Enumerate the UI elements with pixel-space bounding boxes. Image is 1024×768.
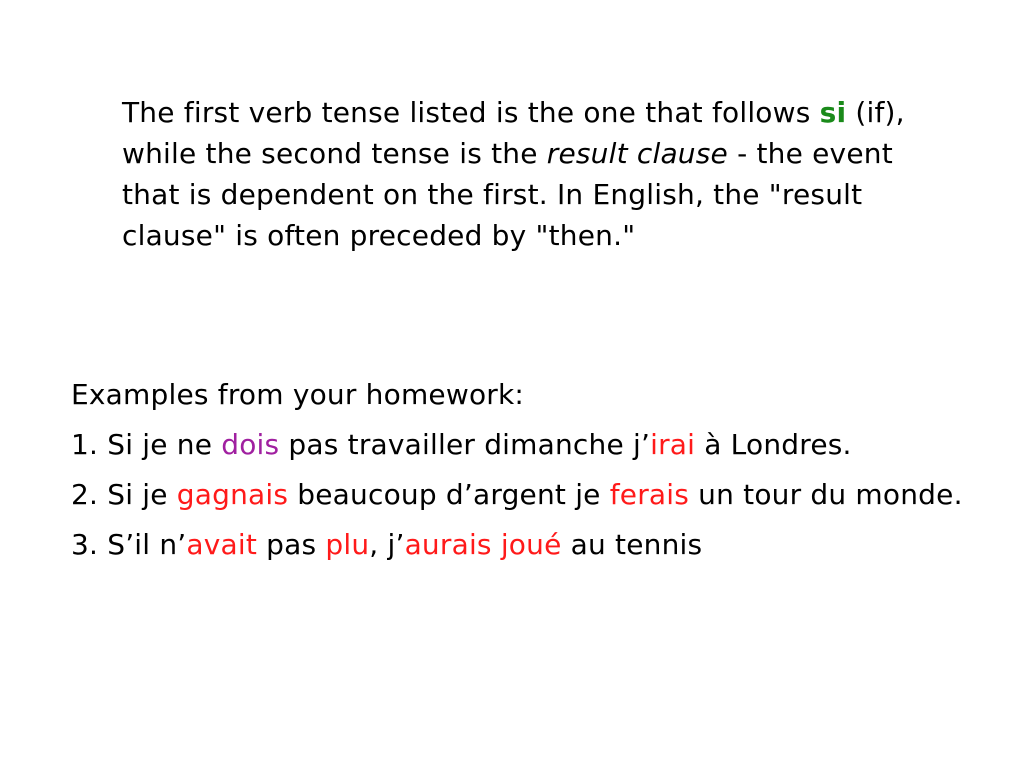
example-2-text-a: 2. Si je — [71, 478, 177, 511]
example-item-3 — [71, 524, 971, 565]
example-3-text-d: au tennis — [561, 528, 703, 561]
intro-text-part1: The first verb tense listed is the one that follows — [122, 96, 820, 129]
result-clause-term: result clause — [546, 137, 728, 170]
example-2-verb-imparfait: gagnais — [176, 478, 289, 511]
example-3-verb-past-conditional: aurais joué — [404, 528, 562, 561]
example-1-verb-future: irai — [650, 428, 696, 461]
example-item-1 — [71, 424, 971, 465]
example-1-text-a: 1. Si je ne — [71, 428, 222, 461]
example-1-text-b: pas travailler dimanche j’ — [279, 428, 651, 461]
intro-text-part3: - the event that is dependent on the first. In English, the "result clause" is often preceded by "then." — [122, 137, 893, 252]
example-2-text-c: un tour du monde. — [689, 478, 963, 511]
examples-heading: Examples from your homework: — [71, 378, 525, 411]
example-1-verb-present: dois — [221, 428, 280, 461]
intro-text-part2: (if), while the second tense is the — [122, 96, 905, 170]
example-2-text-b: beaucoup d’argent je — [288, 478, 610, 511]
example-3-text-b: pas — [257, 528, 326, 561]
example-item-2 — [71, 474, 971, 515]
example-2-verb-conditional: ferais — [609, 478, 690, 511]
si-keyword: si — [819, 96, 847, 129]
example-1-text-c: à Londres. — [695, 428, 852, 461]
example-3-verb-auxiliary: avait — [186, 528, 258, 561]
intro-paragraph — [122, 92, 952, 256]
examples-section — [71, 374, 971, 574]
example-3-text-c: , j’ — [369, 528, 405, 561]
example-3-text-a: 3. S’il n’ — [71, 528, 187, 561]
example-3-verb-participle: plu — [325, 528, 370, 561]
